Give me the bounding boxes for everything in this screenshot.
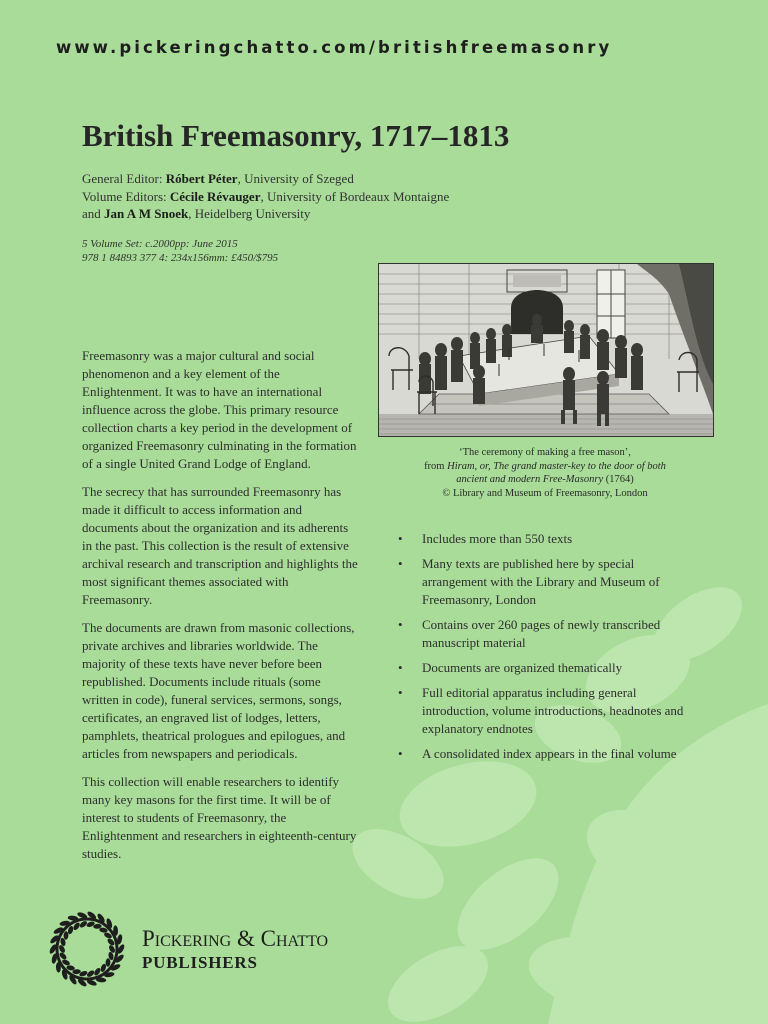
general-editor-line: General Editor: Róbert Péter, University of Szeged <box>82 171 354 186</box>
publisher-name: Pickering & Chatto <box>142 926 329 951</box>
bullet-icon: • <box>398 685 403 700</box>
list-item: • Contains over 260 pages of newly transcribed manuscript material <box>398 617 661 650</box>
list-item: • Many texts are published here by special arrangement with the Library and Museum of Freemasonry, London <box>398 556 660 607</box>
publisher-subtitle: PUBLISHERS <box>142 953 258 972</box>
specs-line-set: 5 Volume Set: c.2000pp: June 2015 <box>82 238 238 250</box>
bullet-icon: • <box>398 660 403 675</box>
laurel-wreath-icon <box>44 906 130 992</box>
website-url[interactable]: www.pickeringchatto.com/britishfreemasonry <box>56 38 613 57</box>
volume-editor-name: Cécile Révauger <box>169 188 261 204</box>
description-paragraph: This collection will enable researchers to identify many key masons for the first time. It will be of interest to students of Freemasonry, the Enlightenment and researchers in eighteenth-century studies. <box>82 774 357 861</box>
list-item: • Includes more than 550 texts <box>398 531 573 546</box>
list-item: • Documents are organized thematically <box>398 660 623 675</box>
wreath-leaf <box>108 944 116 954</box>
illustration-caption: ‘The ceremony of making a free mason’, from Hiram, or, The grand master-key to the door of both ancient and modern Free-Masonry (1764) © Library and Museum of Freemasonry, London <box>424 447 666 499</box>
volume-editors-line: Volume Editors: Cécile Révauger, University of Bordeaux Montaigne <box>82 188 450 204</box>
description-paragraph: The documents are drawn from masonic collections, private archives and libraries worldwide. The majority of these texts have never before been republished. Documents include rituals (some written in code), funeral services, sermons, songs, certificates, an engraved list of lodges, letters, pamphlets, theatrical prologues and epilogues, and articles from newspapers and periodicals. <box>82 620 355 761</box>
description-paragraph: The secrecy that has surrounded Freemasonry has made it difficult to access information and documents about the organization and its adherents in the past. This collection is the result of extensive archival research and transcription and highlights the most significant themes associated with Freemasonry. <box>82 484 358 607</box>
description-text <box>82 347 360 873</box>
engraving-illustration <box>378 263 714 437</box>
bullet-icon: • <box>398 617 403 632</box>
page-title: British Freemasonry, 1717–1813 <box>82 118 510 153</box>
volume-editor-name: Jan A M Snoek <box>104 206 189 221</box>
product-specs <box>82 237 278 265</box>
volume-editors-line-2: and Jan A M Snoek, Heidelberg University <box>82 206 311 221</box>
wreath-leaf <box>105 958 110 967</box>
wreath-leaf <box>63 931 68 940</box>
editors-block <box>82 170 449 223</box>
general-editor-name: Róbert Péter <box>165 171 238 186</box>
wreath-leaf <box>58 944 66 954</box>
bullet-icon: • <box>398 746 403 761</box>
list-item: • A consolidated index appears in the final volume <box>398 746 677 761</box>
feature-list <box>398 530 698 770</box>
specs-line-isbn-price: 978 1 84893 377 4: 234x156mm: £450/$795 <box>82 252 279 264</box>
list-item: • Full editorial apparatus including general introduction, volume introductions, headnotes and explanatory endnotes <box>398 685 684 736</box>
description-paragraph: Freemasonry was a major cultural and social phenomenon and a key element of the Enlightenment. It was to have an international influence across the globe. This primary resource collection charts a key period in the development of organized Freemasonry culminating in the formation of a single United Grand Lodge of England. <box>82 348 357 471</box>
bullet-icon: • <box>398 531 403 546</box>
publisher-logo <box>142 926 328 974</box>
bullet-icon: • <box>398 556 403 571</box>
